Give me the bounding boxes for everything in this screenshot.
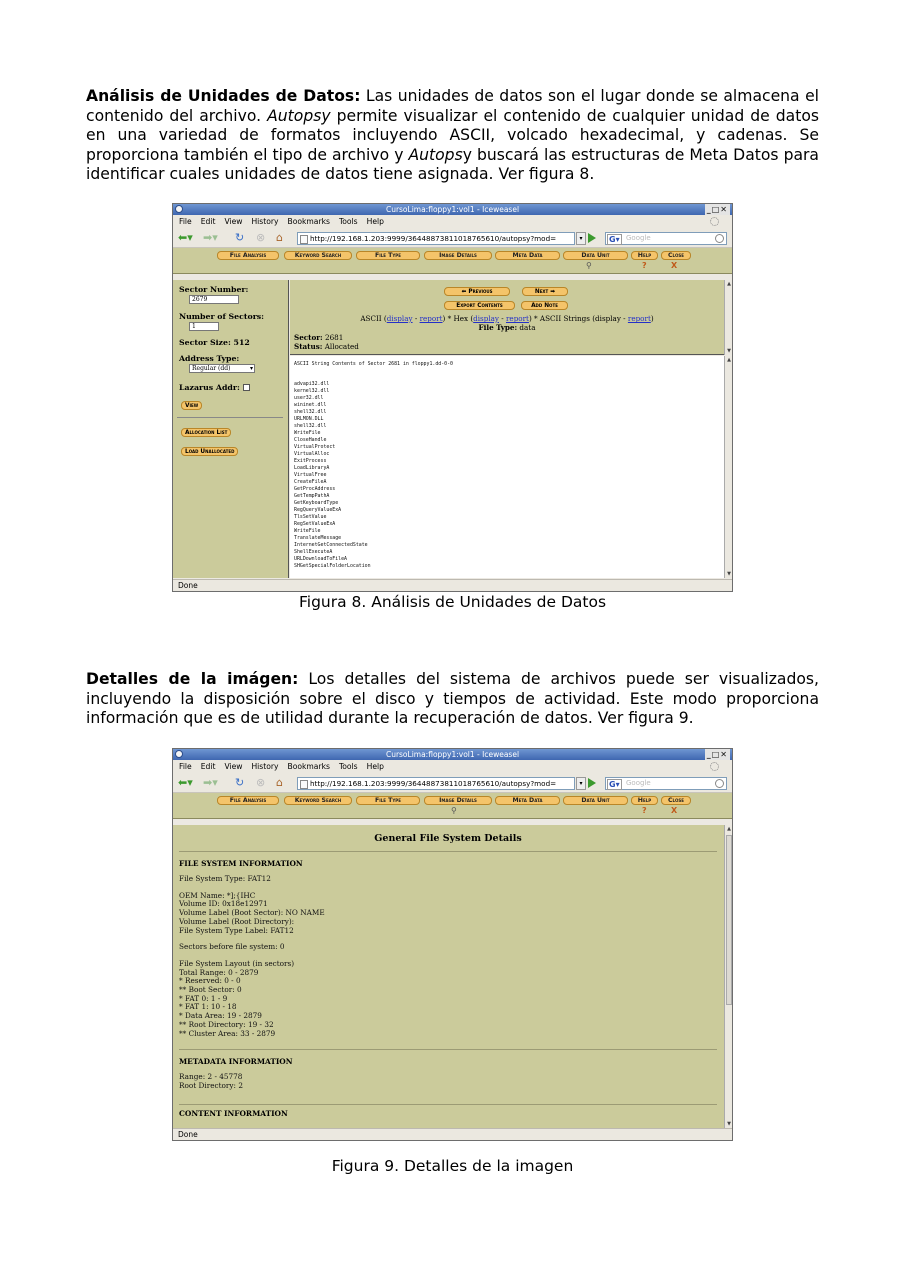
data-area: * Data Area: 19 - 2879 [179,1011,262,1021]
root-directory: Root Directory: 2 [179,1080,243,1090]
window-titlebar [173,749,732,760]
scroll-up-icon[interactable]: ▲ [727,281,731,287]
next-button[interactable]: Next ➡ [522,287,568,296]
root-directory-range: ** Root Directory: 19 - 32 [179,1019,274,1029]
string-entry: user32.dll [294,395,324,401]
scroll-down-icon[interactable]: ▼ [727,348,731,354]
string-entry: InternetGetConnectedState [294,542,368,548]
string-entry: CloseHandle [294,437,327,443]
fat1: * FAT 1: 10 - 18 [179,1002,237,1012]
sector-info-panel [290,280,733,355]
status-bar: Done [173,1128,732,1140]
app-icon [175,750,183,758]
reserved: * Reserved: 0 - 0 [179,976,241,986]
strings-list [294,381,371,570]
string-entry: ExitProcess [294,458,327,464]
ascii-display-link[interactable]: display [386,314,413,323]
forward-icon[interactable]: ➡▾ [203,776,218,789]
address-type-select[interactable]: Regular (dd) ▾ [189,364,255,373]
search-input[interactable]: G▾ Google [605,232,727,245]
throbber-icon [710,762,719,771]
string-entry: GetKeyboardType [294,500,339,506]
navigation-toolbar [173,228,732,248]
string-entry: shell32.dll [294,409,327,415]
menu-history[interactable]: History [251,217,279,226]
lazarus-addr-label: Lazarus Addr: [179,383,240,392]
section1-text-b: permite visualizar el contenido de cualquier unidad de datos en una variedad de formatos incluyendo ASCII, volcado hexadecimal, y cadenas. Se proporciona también el tipo de archivo y [86,106,819,164]
search-icon[interactable] [715,234,724,243]
string-entry: RegQueryValueExA [294,507,342,513]
string-entry: WriteFile [294,430,321,436]
string-entry: WriteFile [294,528,321,534]
previous-button[interactable]: ⬅ Previous [444,287,510,296]
menu-file[interactable]: File [179,762,192,771]
load-unallocated-button[interactable]: Load Unallocated [181,447,238,456]
tab-meta-data[interactable]: Meta Data [495,251,560,260]
fs-layout: File System Layout (in sectors) [179,958,295,968]
magnifier-icon: ⚲ [451,806,457,815]
menu-file[interactable]: File [179,217,192,226]
string-entry: SHGetSpecialFolderLocation [294,563,371,569]
google-icon: G▾ [609,235,620,244]
status-bar: Done [173,579,732,591]
panel-divider [177,417,283,418]
reload-icon[interactable]: ↻ [235,231,245,244]
sector-number-input[interactable]: 2679 [189,295,239,304]
details-scrollbar[interactable] [724,825,733,1128]
autopsy-tab-bar [173,248,732,274]
file-type-line: File Type: data [478,323,536,332]
app-icon [175,205,183,213]
tab-data-unit[interactable]: Data Unit [563,796,628,805]
section2-text: Los detalles del sistema de archivos puede ser visualizados, incluyendo la disposición sobre el disco y tiempos de actividad. Este modo proporciona información que es de utilidad durante la recuperación de datos. Ver figura 9. [86,670,819,727]
menu-tools[interactable]: Tools [338,217,358,226]
autopsy-tab-bar [173,793,732,819]
ascii-report-link[interactable]: report [419,314,443,323]
metadata-range: Range: 2 - 45778 [179,1072,243,1082]
menu-history[interactable]: History [251,762,279,771]
home-icon[interactable]: ⌂ [276,776,283,789]
menu-tools[interactable]: Tools [338,762,358,771]
google-icon: G▾ [609,780,620,789]
boot-sector: ** Boot Sector: 0 [179,985,242,995]
add-note-button[interactable]: Add Note [521,301,568,310]
string-entry: CreateFileA [294,479,327,485]
section1-heading: Análisis de Unidades de Datos: [86,87,361,105]
figure8-browser-window [172,203,733,592]
stop-icon[interactable]: ⊗ [256,776,266,789]
number-of-sectors-input[interactable]: 1 [189,322,219,331]
hex-display-link[interactable]: display [473,314,499,323]
string-entry: VirtualAlloc [294,451,330,457]
menu-view[interactable]: View [224,217,243,226]
search-input[interactable]: G▾ Google [605,777,727,790]
view-mode-links: ASCII (display - report) * Hex (display - report) * ASCII Strings (display - report) [360,314,654,323]
menu-bookmarks[interactable]: Bookmarks [287,762,330,771]
info-scrollbar[interactable] [724,280,733,355]
string-entry: kernel32.dll [294,388,330,394]
tab-data-unit[interactable]: Data Unit [563,251,628,260]
fs-type-label: File System Type Label: FAT12 [179,925,294,935]
menu-edit[interactable]: Edit [200,762,216,771]
string-entry: TranslateMessage [294,535,342,541]
tab-help[interactable]: Help [631,251,658,260]
scroll-up-icon[interactable]: ▲ [727,357,731,363]
fat0: * FAT 0: 1 - 9 [179,993,228,1003]
url-dropdown-icon[interactable]: ▾ [576,232,586,245]
address-type-label: Address Type: [179,354,240,363]
scroll-up-icon[interactable]: ▲ [727,826,731,832]
figure8-caption: Figura 8. Análisis de Unidades de Datos [298,593,607,611]
throbber-icon [710,217,719,226]
navigation-toolbar [173,773,732,793]
cluster-area: ** Cluster Area: 33 - 2879 [179,1028,276,1038]
strings-report-link[interactable]: report [627,314,651,323]
scroll-down-icon[interactable]: ▼ [727,571,731,577]
tab-file-analysis[interactable]: File Analysis [217,796,279,805]
window-title: CursoLima:floppy1:vol1 - Iceweasel [385,750,520,759]
strings-content-panel [290,356,733,578]
string-entry: shell32.dll [294,423,327,429]
export-contents-button[interactable]: Export Contents [444,301,515,310]
string-entry: wininet.dll [294,402,327,408]
string-entry: URLMON.DLL [294,416,324,422]
help-question-mark: ? [642,261,647,270]
tab-close[interactable]: Close [661,251,691,260]
help-question-mark: ? [642,806,647,815]
magnifier-icon: ⚲ [586,261,592,270]
tab-meta-data[interactable]: Meta Data [495,796,560,805]
autopsy-term: Autopsy [267,106,331,125]
menu-bookmarks[interactable]: Bookmarks [287,217,330,226]
section2-paragraph [86,670,819,729]
sector-number-label: Sector Number: [179,285,249,294]
back-icon[interactable]: ⬅▾ [178,776,193,789]
window-title: CursoLima:floppy1:vol1 - Iceweasel [385,205,520,214]
string-entry: VirtualProtect [294,444,336,450]
string-entry: TlsSetValue [294,514,327,520]
url-dropdown-icon[interactable]: ▾ [576,777,586,790]
scroll-thumb[interactable] [726,835,732,1005]
autopsy-term-2: Autops [408,145,463,164]
sector-line: Sector: 2681 [294,333,344,342]
window-controls[interactable]: _□✕ [706,205,728,214]
divider [179,1104,717,1105]
metadata-heading: METADATA INFORMATION [179,1057,293,1067]
chevron-down-icon: ▾ [249,365,253,372]
sector-size-text: Sector Size: 512 [179,338,250,347]
status-line: Status: Allocated [294,342,359,351]
tab-file-type[interactable]: File Type [356,251,420,260]
reload-icon[interactable]: ↻ [235,776,245,789]
menubar [173,760,732,773]
sectors-before: Sectors before file system: 0 [179,942,285,952]
content-scrollbar[interactable] [724,356,733,578]
back-icon[interactable]: ⬅▾ [178,231,193,244]
scroll-down-icon[interactable]: ▼ [727,1121,731,1127]
fs-type: File System Type: FAT12 [179,874,271,883]
menu-edit[interactable]: Edit [200,217,216,226]
fs-details-title: General File System Details [374,833,522,844]
hex-report-link[interactable]: report [506,314,529,323]
volume-id: Volume ID: 0x18e12971 [179,899,268,909]
total-range: Total Range: 0 - 2879 [179,967,259,977]
section1-text-c: y buscará las estructuras de Meta Datos para identificar cuales unidades de datos tiene asignada. Ver figura 8. [86,145,819,183]
tab-file-analysis[interactable]: File Analysis [217,251,279,260]
view-button[interactable]: View [181,401,202,410]
strings-header: ASCII String Contents of Sector 2681 in floppy1.dd-0-0 [294,361,453,367]
go-icon[interactable] [588,778,596,788]
oem-name: OEM Name: *];{IHC [179,890,256,900]
allocation-list-button[interactable]: Allocation List [181,428,231,437]
menu-help[interactable]: Help [366,217,384,226]
go-icon[interactable] [588,233,596,243]
url-input[interactable]: http://192.168.1.203:9999/3644887381101876561​0/autopsy?mod= [297,232,575,245]
content-info-heading: CONTENT INFORMATION [179,1108,288,1118]
tab-image-details[interactable]: Image Details [424,251,492,260]
section1-text-a: Las unidades de datos son el lugar donde se almacena el contenido del archivo. [86,87,819,125]
number-of-sectors-label: Number of Sectors: [179,312,265,321]
tab-keyword-search[interactable]: Keyword Search [284,251,352,260]
figure9-browser-window [172,748,733,1141]
string-entry: advapi32.dll [294,381,330,387]
string-entry: GetTempPathA [294,493,330,499]
menubar [173,215,732,228]
stop-icon[interactable]: ⊗ [256,231,266,244]
tab-file-type[interactable]: File Type [356,796,420,805]
home-icon[interactable]: ⌂ [276,231,283,244]
tab-image-details[interactable]: Image Details [424,796,492,805]
section1-paragraph [86,87,819,185]
search-icon[interactable] [715,779,724,788]
forward-icon[interactable]: ➡▾ [203,231,218,244]
tab-close[interactable]: Close [661,796,691,805]
divider [179,1049,717,1050]
string-entry: GetProcAddress [294,486,336,492]
string-entry: VirtualFree [294,472,327,478]
string-entry: RegSetValueExA [294,521,336,527]
volume-label-boot: Volume Label (Boot Sector): NO NAME [179,908,325,918]
string-entry: LoadLibraryA [294,465,330,471]
string-entry: URLDownloadToFileA [294,556,347,562]
fs-info-heading: FILE SYSTEM INFORMATION [179,859,303,868]
window-titlebar [173,204,732,215]
tab-keyword-search[interactable]: Keyword Search [284,796,352,805]
menu-help[interactable]: Help [366,762,384,771]
divider [179,851,717,852]
lazarus-checkbox[interactable] [243,384,250,391]
string-entry: ShellExecuteA [294,549,333,555]
menu-view[interactable]: View [224,762,243,771]
close-x-mark: X [671,806,678,815]
volume-label-root: Volume Label (Root Directory): [179,916,295,926]
close-x-mark: X [671,261,678,270]
section2-heading: Detalles de la imágen: [86,670,299,688]
sector-form-panel [173,280,289,578]
url-input[interactable]: http://192.168.1.203:9999/3644887381101876561​0/autopsy?mod= [297,777,575,790]
tab-help[interactable]: Help [631,796,658,805]
figure9-caption: Figura 9. Detalles de la imagen [331,1157,574,1175]
fs-details-panel [173,825,733,1128]
window-controls[interactable]: _□✕ [706,750,728,759]
